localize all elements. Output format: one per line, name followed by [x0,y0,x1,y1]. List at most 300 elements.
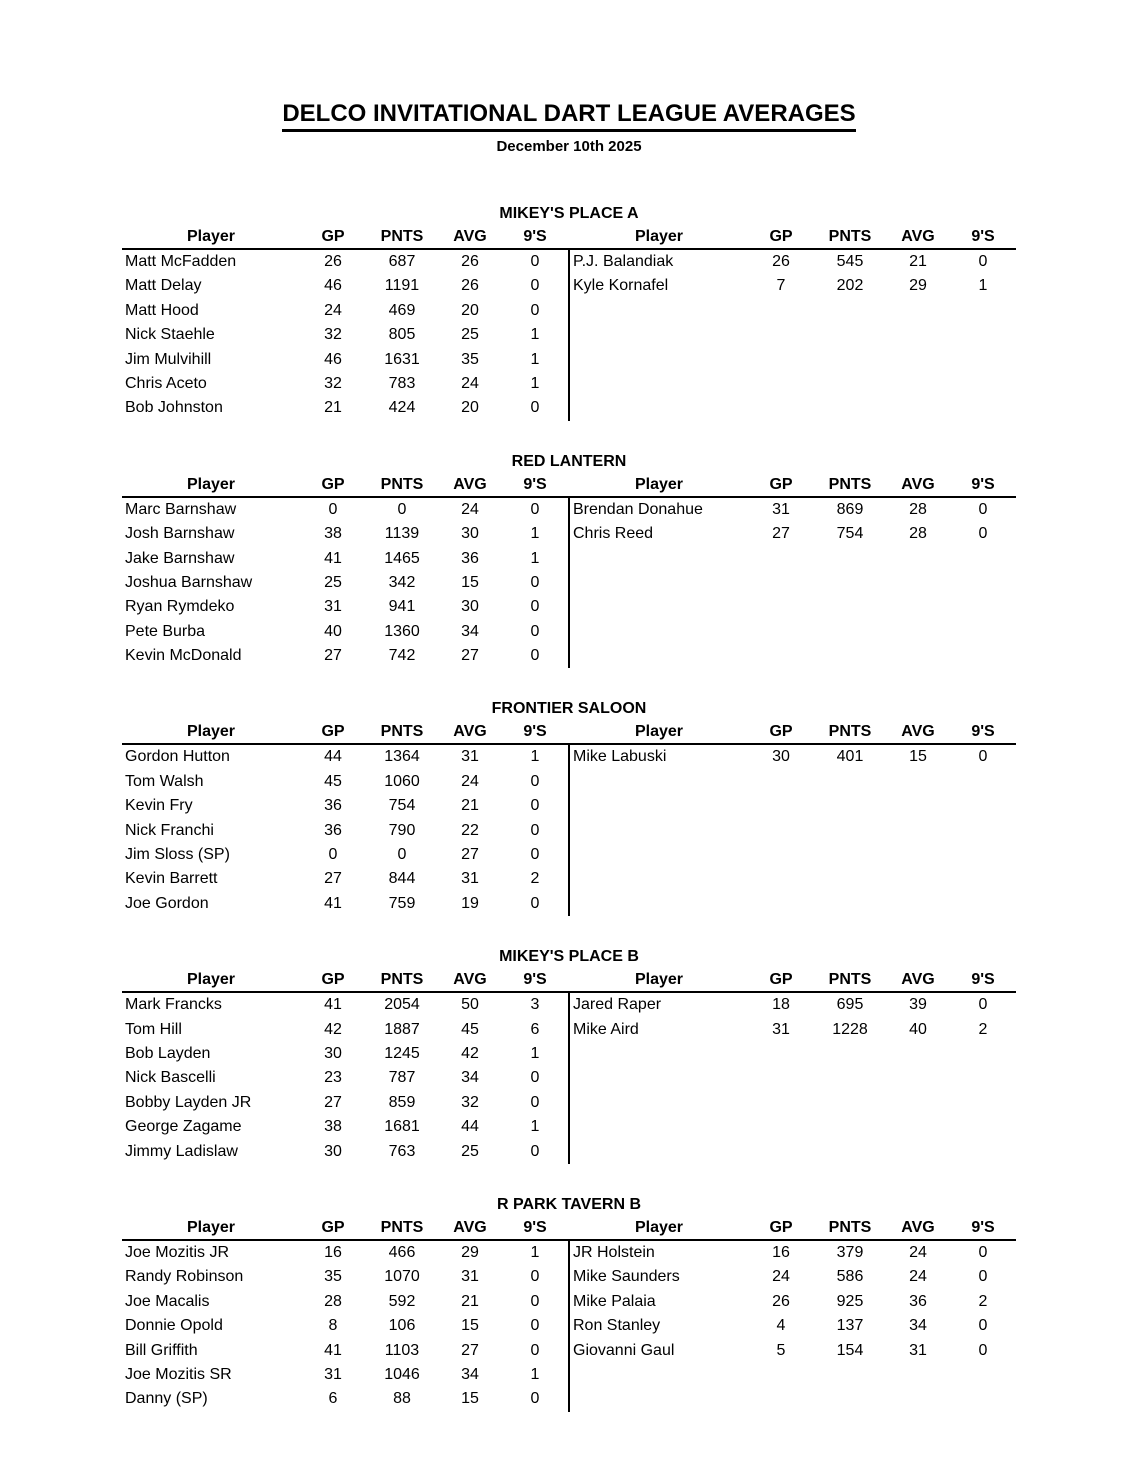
gp-value: 26 [772,253,790,270]
pnts-value: 424 [388,399,416,417]
player-name: Joe Mozitis SR [125,1365,232,1383]
nines-value: 0 [530,846,540,864]
player-name: Jimmy Ladislaw [125,1142,238,1160]
player-name: Joe Macalis [125,1292,210,1310]
gp-value: 27 [324,1093,342,1111]
avg-value: 15 [909,748,927,766]
pnts-value: 0 [397,846,407,864]
column-header-nines: 9'S [971,475,995,493]
nines-value: 0 [978,748,988,766]
pnts-value: 469 [388,301,416,319]
nines-value: 0 [530,1268,540,1286]
gp-value: 6 [328,1390,338,1408]
column-header-nines: 9'S [523,1218,547,1236]
column-header-avg: AVG [901,475,935,493]
player-name: Bobby Layden JR [125,1093,252,1111]
gp-value: 40 [324,622,342,640]
player-name: Pete Burba [125,622,206,640]
nines-value: 1 [530,549,540,567]
avg-value: 20 [461,301,479,319]
table-row [570,1241,1016,1265]
avg-value: 32 [461,1093,479,1111]
section-body [122,250,1016,421]
avg-value: 22 [461,821,479,839]
nines-value: 1 [530,374,540,392]
nines-value: 0 [530,301,540,319]
avg-value: 25 [461,1142,479,1160]
player-name: Nick Bascelli [125,1069,216,1087]
team-section [122,203,1016,421]
column-header-nines: 9'S [971,723,995,741]
table-row [122,1091,568,1115]
section-body [122,498,1016,669]
table-row [122,892,568,916]
player-name: Mike Labuski [573,748,667,766]
column-header-nines: 9'S [523,971,547,989]
table-row [122,274,568,298]
avg-value: 30 [461,525,479,543]
player-name: Joshua Barnshaw [125,573,253,591]
nines-value: 0 [530,1292,540,1310]
nines-value: 2 [530,870,540,888]
pnts-value: 790 [388,821,416,839]
pnts-value: 1103 [384,1341,420,1359]
column-header-pnts: PNTS [380,723,424,741]
left-roster [122,250,568,421]
gp-value: 27 [324,647,342,665]
pnts-value: 695 [836,996,864,1014]
table-header-row [122,1216,1016,1241]
section-title: R PARK TAVERN B [497,1195,641,1213]
nines-value: 0 [530,1390,540,1408]
player-name: Mike Saunders [573,1268,680,1286]
gp-value: 25 [324,573,342,591]
player-name: Marc Barnshaw [125,500,237,518]
column-header-player: Player [634,1218,684,1236]
pnts-value: 754 [388,797,416,815]
pnts-value: 763 [388,1142,416,1160]
pnts-value: 1681 [384,1118,420,1136]
gp-value: 35 [324,1268,342,1286]
document-title: DELCO INVITATIONAL DART LEAGUE AVERAGES [282,100,855,132]
pnts-value: 1465 [384,549,420,567]
section-body [122,993,1016,1164]
table-row [570,745,1016,769]
table-row [570,1339,1016,1363]
table-row [122,1241,568,1265]
player-name: Mike Palaia [573,1292,656,1310]
gp-value: 45 [324,772,342,790]
gp-value: 27 [772,525,790,543]
player-name: Matt Hood [125,301,199,319]
table-row [122,571,568,595]
gp-value: 30 [324,1044,342,1062]
column-header-nines: 9'S [523,475,547,493]
column-header-gp: GP [769,475,793,493]
table-row [122,745,568,769]
pnts-value: 88 [393,1390,411,1408]
player-name: Donnie Opold [125,1317,223,1335]
table-row [122,323,568,347]
column-header-pnts: PNTS [828,475,872,493]
nines-value: 0 [530,647,540,665]
column-header-pnts: PNTS [380,1218,424,1236]
table-header-row [122,720,1016,745]
avg-value: 36 [461,549,479,567]
pnts-value: 2054 [384,996,420,1014]
avg-value: 26 [461,253,479,270]
avg-value: 34 [461,1365,479,1383]
pnts-value: 586 [836,1268,864,1286]
avg-value: 39 [909,996,927,1014]
column-header-gp: GP [321,475,345,493]
player-name: Nick Franchi [125,821,214,839]
column-header-pnts: PNTS [828,971,872,989]
avg-value: 40 [909,1020,927,1038]
avg-value: 28 [909,525,927,543]
column-header-avg: AVG [453,971,487,989]
avg-value: 34 [909,1317,927,1335]
player-name: Chris Aceto [125,374,207,392]
nines-value: 0 [978,1341,988,1359]
section-title: RED LANTERN [511,452,627,470]
pnts-value: 106 [388,1317,416,1335]
nines-value: 0 [978,1268,988,1286]
table-row [122,547,568,571]
column-header-gp: GP [769,723,793,741]
gp-value: 16 [324,1243,342,1261]
avg-value: 28 [909,500,927,518]
player-name: Matt McFadden [125,253,237,270]
gp-value: 0 [328,500,338,518]
player-name: Josh Barnshaw [125,525,235,543]
pnts-value: 379 [836,1243,864,1261]
table-row [122,1018,568,1042]
player-name: Ron Stanley [573,1317,661,1335]
nines-value: 3 [530,996,540,1014]
pnts-value: 754 [836,525,864,543]
avg-value: 15 [461,1317,479,1335]
pnts-value: 1228 [832,1020,868,1038]
right-roster [570,1241,1016,1412]
left-roster [122,498,568,669]
pnts-value: 859 [388,1093,416,1111]
nines-value: 1 [978,277,988,295]
column-header-gp: GP [321,723,345,741]
column-header-gp: GP [321,228,345,245]
pnts-value: 787 [388,1069,416,1087]
avg-value: 42 [461,1044,479,1062]
nines-value: 2 [978,1020,988,1038]
table-row [122,348,568,372]
gp-value: 24 [324,301,342,319]
avg-value: 19 [461,894,479,912]
left-roster [122,1241,568,1412]
nines-value: 0 [978,1317,988,1335]
pnts-value: 1046 [384,1365,420,1383]
column-header-avg: AVG [453,1218,487,1236]
gp-value: 42 [324,1020,342,1038]
table-row [122,1314,568,1338]
gp-value: 31 [772,500,790,518]
pnts-value: 1245 [384,1044,420,1062]
gp-value: 26 [324,253,342,270]
pnts-value: 466 [388,1243,416,1261]
column-header-nines: 9'S [971,1218,995,1236]
pnts-value: 742 [388,647,416,665]
column-header-gp: GP [769,971,793,989]
gp-value: 32 [324,374,342,392]
gp-value: 31 [324,598,342,616]
nines-value: 0 [530,253,540,270]
pnts-value: 844 [388,870,416,888]
table-row [122,1339,568,1363]
column-header-gp: GP [321,971,345,989]
avg-value: 31 [461,748,479,766]
gp-value: 23 [324,1069,342,1087]
avg-value: 27 [461,647,479,665]
gp-value: 28 [324,1292,342,1310]
pnts-value: 342 [388,573,416,591]
nines-value: 1 [530,748,540,766]
table-row [122,1290,568,1314]
column-header-avg: AVG [901,1218,935,1236]
table-row [122,595,568,619]
section-title: MIKEY'S PLACE B [499,948,639,966]
table-row [122,867,568,891]
pnts-value: 1631 [384,350,420,368]
section-title: FRONTIER SALOON [491,700,647,718]
nines-value: 0 [530,797,540,815]
team-section [122,1194,1016,1412]
player-name: Mark Francks [125,996,222,1014]
pnts-value: 1360 [384,622,420,640]
pnts-value: 202 [836,277,864,295]
pnts-value: 401 [836,748,864,766]
pnts-value: 759 [388,894,416,912]
avg-value: 50 [461,996,479,1014]
column-header-avg: AVG [901,228,935,245]
player-name: P.J. Balandiak [573,253,674,270]
column-header-player: Player [186,723,236,741]
right-roster [570,993,1016,1164]
player-name: Kyle Kornafel [573,277,669,295]
player-name: Chris Reed [573,525,654,543]
gp-value: 46 [324,350,342,368]
column-header-nines: 9'S [523,228,547,245]
section-body [122,1241,1016,1412]
avg-value: 15 [461,573,479,591]
column-header-player: Player [186,228,236,245]
table-row [122,1115,568,1139]
nines-value: 0 [530,1341,540,1359]
avg-value: 24 [461,772,479,790]
gp-value: 5 [776,1341,786,1359]
column-header-nines: 9'S [971,971,995,989]
nines-value: 0 [530,821,540,839]
column-header-nines: 9'S [971,228,995,245]
nines-value: 1 [530,1044,540,1062]
player-name: Kevin McDonald [125,647,242,665]
avg-value: 25 [461,326,479,344]
document-title-wrap [0,0,1138,132]
gp-value: 32 [324,326,342,344]
nines-value: 1 [530,1118,540,1136]
column-header-player: Player [634,971,684,989]
gp-value: 8 [328,1317,338,1335]
player-name: Giovanni Gaul [573,1341,675,1359]
pnts-value: 1191 [384,277,420,295]
table-header-row [122,473,1016,498]
nines-value: 0 [530,573,540,591]
pnts-value: 1364 [384,748,420,766]
avg-value: 15 [461,1390,479,1408]
gp-value: 41 [324,549,342,567]
gp-value: 38 [324,1118,342,1136]
gp-value: 7 [776,277,786,295]
player-name: Jim Mulvihill [125,350,212,368]
gp-value: 41 [324,894,342,912]
player-name: Kevin Fry [125,797,193,815]
avg-value: 31 [909,1341,927,1359]
table-row [122,1140,568,1164]
avg-value: 29 [909,277,927,295]
team-section [122,451,1016,669]
column-header-player: Player [186,971,236,989]
avg-value: 31 [461,1268,479,1286]
column-header-avg: AVG [901,723,935,741]
table-row [122,819,568,843]
avg-value: 31 [461,870,479,888]
player-name: George Zagame [125,1118,242,1136]
column-header-player: Player [186,475,236,493]
gp-value: 27 [324,870,342,888]
column-header-gp: GP [769,1218,793,1236]
table-row [122,396,568,420]
table-row [122,299,568,323]
column-header-player: Player [634,228,684,245]
nines-value: 1 [530,525,540,543]
gp-value: 31 [772,1020,790,1038]
pnts-value: 687 [388,253,416,270]
table-row [570,1290,1016,1314]
column-header-avg: AVG [453,723,487,741]
nines-value: 0 [978,525,988,543]
pnts-value: 592 [388,1292,416,1310]
avg-value: 21 [461,797,479,815]
avg-value: 34 [461,1069,479,1087]
player-name: Matt Delay [125,277,202,295]
gp-value: 26 [772,1292,790,1310]
table-header-row [122,968,1016,993]
nines-value: 0 [530,1069,540,1087]
table-row [122,1066,568,1090]
avg-value: 24 [461,500,479,518]
nines-value: 1 [530,1365,540,1383]
avg-value: 21 [461,1292,479,1310]
table-row [122,644,568,668]
table-row [570,1018,1016,1042]
player-name: Tom Hill [125,1020,182,1038]
team-section [122,698,1016,916]
player-name: Mike Aird [573,1020,639,1038]
table-row [122,1387,568,1411]
player-name: Bob Layden [125,1044,211,1062]
document-date: December 10th 2025 [496,138,642,155]
nines-value: 1 [530,350,540,368]
pnts-value: 1060 [384,772,420,790]
column-header-pnts: PNTS [828,723,872,741]
table-row [122,770,568,794]
pnts-value: 783 [388,374,416,392]
gp-value: 30 [324,1142,342,1160]
player-name: Jim Sloss (SP) [125,846,230,864]
gp-value: 38 [324,525,342,543]
column-header-player: Player [186,1218,236,1236]
avg-value: 20 [461,399,479,417]
gp-value: 30 [772,748,790,766]
gp-value: 16 [772,1243,790,1261]
gp-value: 44 [324,748,342,766]
pnts-value: 1887 [384,1020,420,1038]
table-row [570,993,1016,1017]
nines-value: 0 [530,1317,540,1335]
gp-value: 24 [772,1268,790,1286]
gp-value: 4 [776,1317,786,1335]
player-name: Ryan Rymdeko [125,598,235,616]
column-header-gp: GP [321,1218,345,1236]
table-row [570,274,1016,298]
table-row [122,522,568,546]
avg-value: 34 [461,622,479,640]
table-row [570,250,1016,274]
nines-value: 0 [978,253,988,270]
column-header-avg: AVG [453,228,487,245]
player-name: Nick Staehle [125,326,215,344]
pnts-value: 925 [836,1292,864,1310]
column-header-pnts: PNTS [828,1218,872,1236]
player-name: Danny (SP) [125,1390,208,1408]
gp-value: 21 [324,399,342,417]
nines-value: 0 [530,894,540,912]
table-row [122,993,568,1017]
player-name: Bill Griffith [125,1341,198,1359]
nines-value: 0 [530,500,540,518]
player-name: JR Holstein [573,1243,655,1261]
nines-value: 6 [530,1020,540,1038]
nines-value: 0 [530,277,540,295]
table-row [570,1314,1016,1338]
nines-value: 0 [530,772,540,790]
avg-value: 21 [909,253,927,270]
column-header-player: Player [634,723,684,741]
column-header-player: Player [634,475,684,493]
left-roster [122,745,568,916]
right-roster [570,745,1016,916]
nines-value: 0 [530,622,540,640]
nines-value: 0 [530,598,540,616]
table-row [570,522,1016,546]
gp-value: 31 [324,1365,342,1383]
player-name: Brendan Donahue [573,500,703,518]
nines-value: 0 [978,500,988,518]
column-header-pnts: PNTS [380,228,424,245]
table-row [122,1042,568,1066]
avg-value: 29 [461,1243,479,1261]
table-row [122,250,568,274]
pnts-value: 941 [388,598,416,616]
nines-value: 0 [530,1093,540,1111]
